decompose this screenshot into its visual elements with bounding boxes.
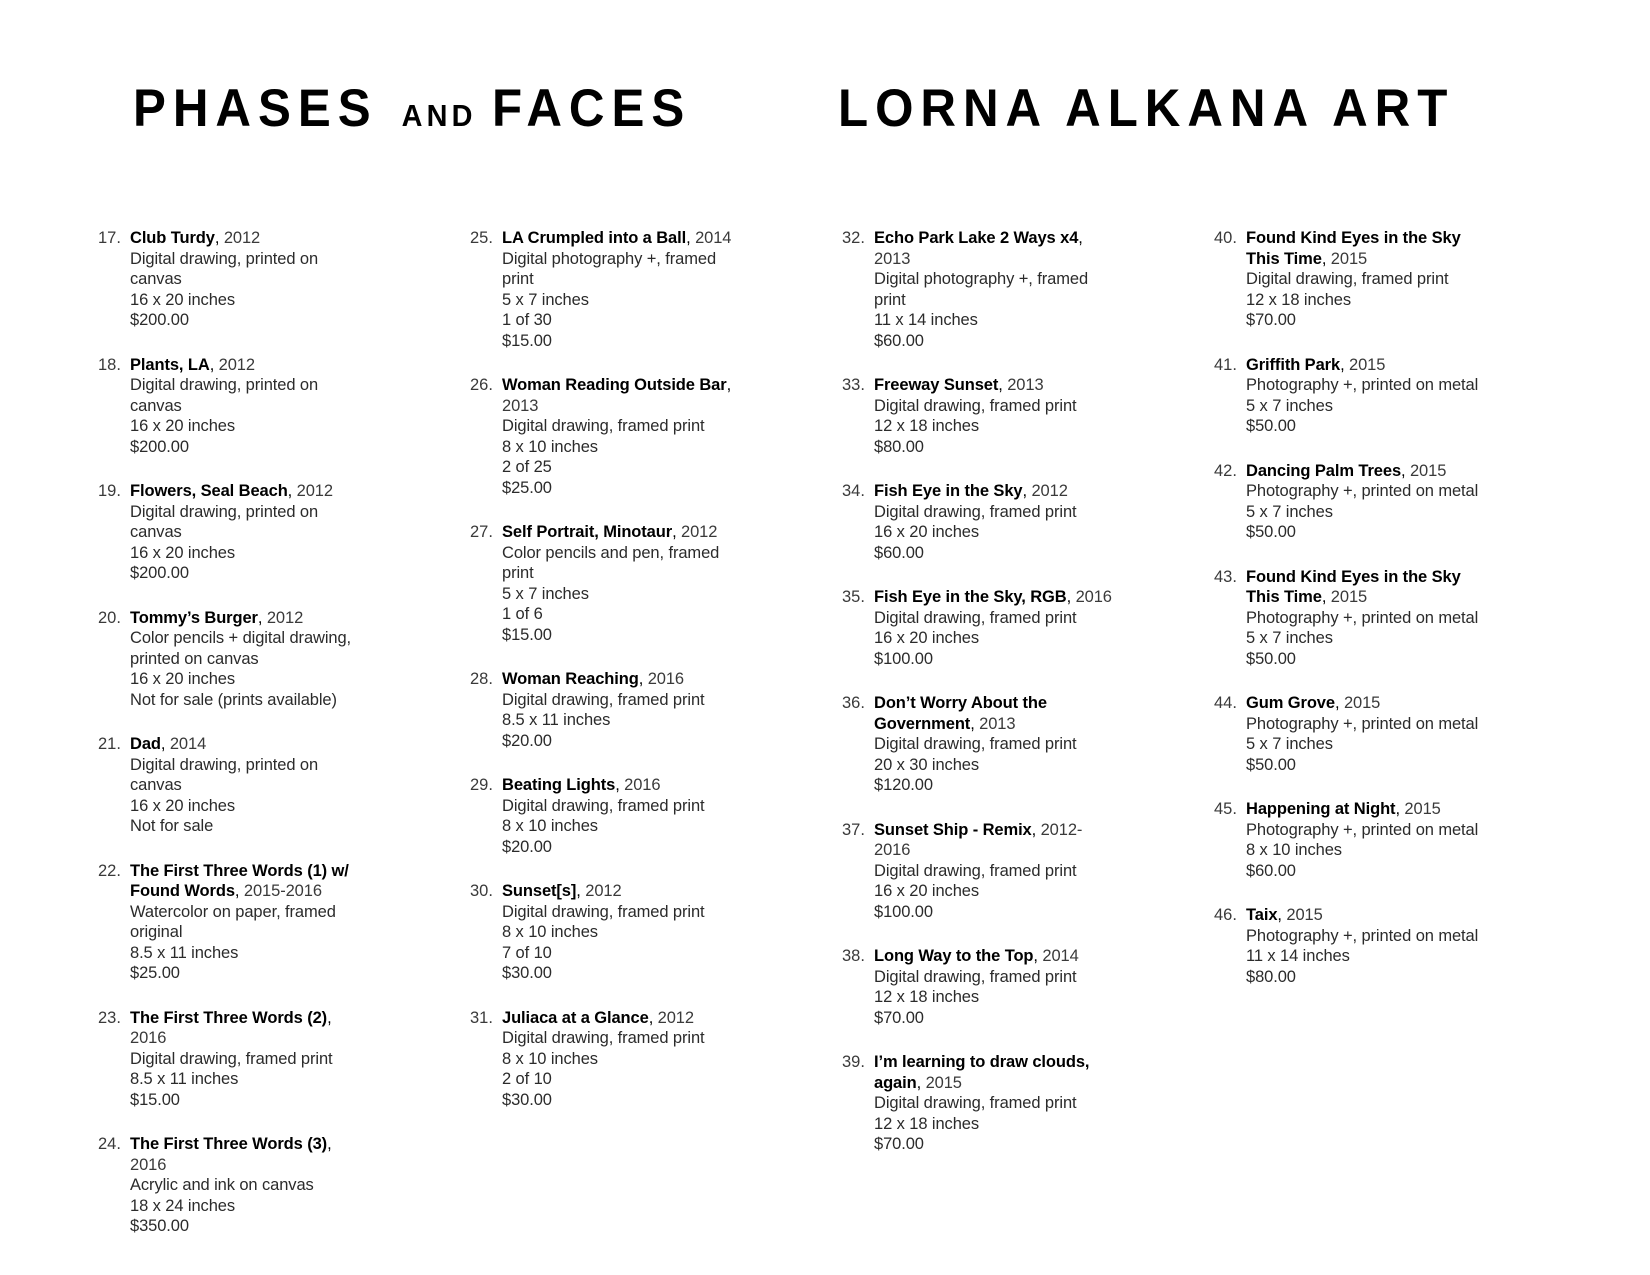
entry-body [502,522,744,645]
entry-detail-line: 12 x 18 inches [1246,290,1352,309]
entry-number: 42. [1214,461,1237,480]
entry-detail-line: $25.00 [502,478,552,497]
catalog-entry [470,881,744,984]
exhibition-title [133,78,706,147]
entry-title: Self Portrait, Minotaur [502,523,673,541]
entry-detail-line: Digital drawing, framed print [874,1094,1077,1112]
entry-number: 38. [842,947,865,965]
entry-number: 39. [842,1053,865,1071]
entry-number: 40. [1214,229,1237,247]
entry-number: 23. [98,1008,121,1027]
entry-detail-line: Digital drawing, framed print [874,967,1077,986]
entry-title: Woman Reading Outside Bar [502,376,727,394]
entry-detail-line: $20.00 [502,731,552,750]
entry-number: 22. [98,861,121,880]
entry-year: 2013 [979,714,1016,733]
entry-detail-line: 20 x 30 inches [874,755,980,774]
entry-detail-line: Photography +, printed on metal [1246,608,1479,627]
entry-title: Freeway Sunset [874,376,999,394]
entry-title-line: The First Three Words (1) w/ Found Words, 2015-2016 [130,861,349,900]
entry-title: Beating Lights [502,776,616,794]
entry-title-line: Long Way to the Top, 2014 [874,947,1079,965]
entry-detail-line: 8.5 x 11 inches [502,711,611,729]
entry-title: Sunset Ship - Remix [874,820,1032,839]
entry-detail-line: $200.00 [130,564,189,582]
entry-body [1246,905,1488,987]
entry-title: Flowers, Seal Beach [130,482,288,500]
entry-year: 2014 [169,735,207,753]
catalog-list [0,228,1650,1237]
entry-detail-line: $50.00 [1246,523,1296,541]
entry-detail-line: $70.00 [1246,311,1296,329]
entry-detail-line: 16 x 20 inches [130,796,236,815]
entry-year: 2012 [218,355,255,374]
entry-title-line: I’m learning to draw clouds, again, 2015 [874,1053,1090,1092]
entry-detail-line: Color pencils + digital drawing, printed on canvas [130,629,352,668]
entry-detail-line: Digital photography +, framed print [874,270,1089,309]
catalog-entry [98,861,372,984]
entry-title: The First Three Words (1) w/ Found Words [130,861,349,900]
entry-title: Found Kind Eyes in the Sky This Time [1246,567,1461,606]
entry-title-line: Club Turdy, 2012 [130,229,261,247]
entry-detail-line: $100.00 [874,902,933,921]
entry-detail-line: 8.5 x 11 inches [130,943,239,962]
entry-detail-line: $60.00 [874,331,924,350]
catalog-column-2 [372,228,744,1110]
entry-detail-line: 5 x 7 inches [1246,629,1333,647]
exhibition-title-word-1: AND [401,98,477,133]
entry-detail-line: 1 of 6 [502,605,543,623]
entry-title-line: Griffith Park, 2015 [1246,355,1386,374]
entry-detail-line: Digital drawing, framed print [874,861,1077,880]
entry-title-line: Dad, 2014 [130,735,207,753]
entry-title-line: LA Crumpled into a Ball, 2014 [502,229,732,247]
entry-title-line: Echo Park Lake 2 Ways x4, 2013 [874,229,1083,268]
entry-body [502,775,744,857]
catalog-entry [842,946,1116,1028]
catalog-entry [98,481,372,584]
entry-title: LA Crumpled into a Ball [502,229,687,247]
entry-detail-line: $350.00 [130,1217,189,1235]
entry-detail-line: Color pencils and pen, framed print [502,543,720,582]
entry-title-line: Don’t Worry About the Government, 2013 [874,694,1047,733]
catalog-entry [1214,228,1488,331]
entry-title: Found Kind Eyes in the Sky This Time [1246,229,1461,268]
entry-body [502,375,744,498]
entry-title-line: The First Three Words (3), 2016 [130,1135,332,1174]
entry-body [874,693,1116,796]
entry-number: 37. [842,820,865,839]
entry-detail-line: 1 of 30 [502,311,552,329]
entry-year: 2015-2016 [243,882,322,900]
entry-detail-line: 8 x 10 inches [1246,841,1342,859]
entry-title: Plants, LA [130,355,210,374]
entry-number: 28. [470,670,493,688]
catalog-entry [98,1134,372,1237]
catalog-entry [98,1008,372,1111]
entry-detail-line: 8 x 10 inches [502,437,598,456]
entry-body [874,228,1116,351]
entry-detail-line: Photography +, printed on metal [1246,714,1479,733]
entry-body [130,861,372,984]
entry-year: 2015 [1409,461,1447,480]
entry-detail-line: Digital drawing, framed print [502,690,705,709]
entry-detail-line: $15.00 [502,625,552,644]
catalog-entry [1214,693,1488,775]
entry-title-line: Tommy’s Burger, 2012 [130,608,304,627]
entry-title: Dancing Palm Trees [1246,461,1402,480]
entry-detail-line: 5 x 7 inches [1246,735,1333,753]
entry-detail-line: $120.00 [874,776,933,794]
entry-body [874,820,1116,923]
catalog-entry [842,228,1116,351]
entry-title-line: Juliaca at a Glance, 2012 [502,1008,694,1027]
entry-detail-line: Photography +, printed on metal [1246,376,1479,394]
entry-title-line: Woman Reaching, 2016 [502,670,685,688]
entry-title-line: Fish Eye in the Sky, 2012 [874,482,1068,500]
catalog-entry [842,587,1116,669]
entry-number: 27. [470,523,493,541]
entry-detail-line: 5 x 7 inches [1246,396,1333,415]
entry-detail-line: Digital drawing, framed print [874,396,1077,415]
catalog-entry [1214,905,1488,987]
entry-detail-line: $20.00 [502,837,552,856]
entry-title-line: The First Three Words (2), 2016 [130,1008,332,1047]
entry-title: Fish Eye in the Sky, RGB [874,588,1067,606]
catalog-entry [470,669,744,751]
catalog-entry [842,375,1116,457]
entry-body [130,355,372,458]
entry-detail-line: 2 of 25 [502,458,552,476]
catalog-entry [470,375,744,498]
entry-number: 30. [470,882,493,900]
catalog-entry [98,355,372,458]
entry-body [874,375,1116,457]
entry-number: 34. [842,482,865,500]
entry-body [502,881,744,984]
catalog-entry [842,693,1116,796]
catalog-column-4 [1116,228,1488,987]
entry-body [130,734,372,837]
entry-detail-line: $80.00 [874,437,924,456]
entry-detail-line: 16 x 20 inches [130,417,236,435]
entry-detail-line: $50.00 [1246,649,1296,668]
catalog-entry [470,228,744,351]
entry-detail-line: 12 x 18 inches [874,988,980,1006]
entry-year: 2012 [657,1008,694,1027]
entry-number: 31. [470,1008,493,1027]
entry-detail-line: Digital drawing, framed print [130,1049,333,1068]
entry-detail-line: Digital drawing, printed on canvas [130,502,319,541]
catalog-entry [842,820,1116,923]
entry-body [130,608,372,711]
entry-detail-line: Photography +, printed on metal [1246,820,1479,839]
entry-detail-line: $50.00 [1246,417,1296,435]
entry-number: 20. [98,608,121,627]
entry-title: Juliaca at a Glance [502,1008,649,1027]
entry-year: 2012-2016 [874,820,1083,859]
entry-title: Dad [130,735,161,753]
entry-body [1246,799,1488,881]
entry-detail-line: 7 of 10 [502,943,552,962]
entry-number: 32. [842,229,865,247]
entry-title: Fish Eye in the Sky [874,482,1023,500]
entry-number: 18. [98,355,121,374]
entry-detail-line: Digital drawing, framed print [502,902,705,921]
entry-detail-line: $80.00 [1246,967,1296,986]
entry-detail-line: 18 x 24 inches [130,1196,236,1215]
entry-body [130,1134,372,1237]
catalog-entry [470,522,744,645]
entry-title: Don’t Worry About the Government [874,694,1047,733]
entry-detail-line: $15.00 [130,1090,180,1109]
entry-title-line: Fish Eye in the Sky, RGB, 2016 [874,588,1112,606]
entry-detail-line: 12 x 18 inches [874,1114,980,1133]
entry-title: Club Turdy [130,229,215,247]
entry-body [130,228,372,331]
entry-detail-line: $30.00 [502,1090,552,1109]
entry-detail-line: 8.5 x 11 inches [130,1070,239,1088]
entry-title-line: Sunset Ship - Remix, 2012-2016 [874,820,1083,859]
entry-title: Happening at Night [1246,800,1396,818]
entry-detail-line: $200.00 [130,437,189,456]
entry-number: 45. [1214,800,1237,818]
entry-title-line: Flowers, Seal Beach, 2012 [130,482,333,500]
entry-title-line: Sunset[s], 2012 [502,882,622,900]
entry-title-line: Found Kind Eyes in the Sky This Time, 2015 [1246,567,1461,606]
entry-year: 2015 [925,1073,962,1092]
entry-detail-line: 8 x 10 inches [502,923,598,941]
entry-body [874,481,1116,563]
artist-title [838,78,1501,140]
catalog-entry [98,734,372,837]
entry-year: 2016 [130,1029,167,1047]
catalog-column-1 [0,228,372,1237]
catalog-entry [842,1052,1116,1155]
entry-body [874,946,1116,1028]
entry-detail-line: 5 x 7 inches [1246,502,1333,521]
exhibition-title-word-2: FACES [491,79,691,138]
entry-year: 2015 [1286,906,1323,924]
entry-title: Taix [1246,906,1278,924]
entry-number: 35. [842,588,865,606]
entry-detail-line: Digital drawing, framed print [874,735,1077,753]
entry-year: 2015 [1404,800,1441,818]
entry-number: 17. [98,229,121,247]
entry-title: I’m learning to draw clouds, again [874,1053,1090,1092]
entry-detail-line: 8 x 10 inches [502,817,598,835]
entry-title: Sunset[s] [502,882,577,900]
entry-title: The First Three Words (2) [130,1008,328,1027]
entry-detail-line: 5 x 7 inches [502,584,589,603]
entry-detail-line: $60.00 [874,543,924,562]
entry-title-line: Gum Grove, 2015 [1246,694,1381,712]
entry-detail-line: 5 x 7 inches [502,290,589,309]
masthead [0,78,1650,148]
entry-year: 2016 [624,776,661,794]
entry-title: Woman Reaching [502,670,639,688]
entry-year: 2015 [1330,588,1368,606]
entry-number: 29. [470,776,493,794]
artist-title-word-0: LORNA ALKANA ART [838,79,1455,138]
entry-detail-line: $200.00 [130,311,189,329]
entry-detail-line: Digital drawing, framed print [502,796,705,815]
entry-detail-line: 2 of 10 [502,1070,552,1088]
entry-title: Griffith Park [1246,355,1341,374]
entry-year: 2016 [1075,588,1112,606]
entry-detail-line: 16 x 20 inches [874,629,980,647]
entry-number: 25. [470,229,493,247]
entry-number: 36. [842,694,865,712]
entry-year: 2015 [1330,249,1368,268]
entry-detail-line: 11 x 14 inches [874,311,978,329]
entry-year: 2012 [1031,482,1068,500]
entry-year: 2013 [874,249,911,268]
entry-detail-line: Photography +, printed on metal [1246,482,1479,500]
entry-detail-line: $70.00 [874,1008,924,1027]
entry-number: 26. [470,376,493,394]
entry-detail-line: 16 x 20 inches [130,290,236,309]
entry-detail-line: Acrylic and ink on canvas [130,1176,314,1194]
catalog-entry [1214,799,1488,881]
entry-detail-line: 12 x 18 inches [874,417,980,435]
entry-title: Tommy’s Burger [130,608,258,627]
entry-detail-line: $15.00 [502,331,552,350]
entry-title-line: Beating Lights, 2016 [502,776,661,794]
catalog-column-3 [744,228,1116,1155]
entry-body [502,228,744,351]
entry-year: 2015 [1349,355,1386,374]
entry-year: 2013 [502,396,539,415]
entry-detail-line: 16 x 20 inches [130,670,236,688]
entry-year: 2013 [1007,376,1044,394]
entry-body [130,481,372,584]
entry-detail-line: 16 x 20 inches [874,523,980,541]
entry-detail-line: $50.00 [1246,755,1296,774]
entry-year: 2016 [647,670,685,688]
entry-title-line: Happening at Night, 2015 [1246,800,1441,818]
entry-year: 2016 [130,1155,167,1174]
entry-title: Long Way to the Top [874,947,1034,965]
entry-year: 2012 [223,229,261,247]
entry-detail-line: Digital drawing, framed print [502,1029,705,1047]
entry-detail-line: Digital drawing, printed on canvas [130,755,319,794]
entry-detail-line: $25.00 [130,964,180,982]
entry-title-line: Found Kind Eyes in the Sky This Time, 2015 [1246,229,1461,268]
entry-year: 2012 [266,608,304,627]
entry-number: 19. [98,482,121,500]
entry-year: 2012 [296,482,333,500]
entry-detail-line: Digital drawing, printed on canvas [130,376,319,415]
entry-detail-line: Digital drawing, framed print [874,502,1077,521]
catalog-entry [1214,461,1488,543]
entry-title-line: Dancing Palm Trees, 2015 [1246,461,1447,480]
entry-detail-line: Photography +, printed on metal [1246,926,1479,945]
entry-detail-line: Digital drawing, framed print [874,608,1077,627]
entry-detail-line: Digital drawing, printed on canvas [130,249,319,288]
catalog-entry [98,608,372,711]
entry-detail-line: Not for sale [130,817,214,835]
entry-detail-line: Digital drawing, framed print [1246,270,1449,288]
catalog-entry [842,481,1116,563]
entry-title-line: Freeway Sunset, 2013 [874,376,1044,394]
entry-title-line: Self Portrait, Minotaur, 2012 [502,523,718,541]
entry-number: 33. [842,376,865,394]
entry-body [1246,567,1488,670]
entry-number: 44. [1214,694,1237,712]
entry-body [1246,228,1488,331]
entry-detail-line: 11 x 14 inches [1246,947,1350,965]
entry-number: 21. [98,735,121,753]
entry-detail-line: Digital photography +, framed print [502,249,717,288]
entry-number: 46. [1214,906,1237,924]
entry-body [502,1008,744,1111]
entry-detail-line: $100.00 [874,649,933,668]
entry-year: 2015 [1343,694,1381,712]
entry-body [130,1008,372,1111]
catalog-entry [1214,355,1488,437]
entry-title: The First Three Words (3) [130,1135,328,1153]
catalog-entry [1214,567,1488,670]
entry-number: 43. [1214,567,1237,586]
exhibition-title-word-0: PHASES [133,79,378,138]
entry-detail-line: 16 x 20 inches [130,543,236,562]
entry-year: 2014 [695,229,732,247]
catalog-entry [470,775,744,857]
entry-body [1246,693,1488,775]
entry-number: 24. [98,1135,121,1153]
entry-title-line: Plants, LA, 2012 [130,355,255,374]
catalog-entry [470,1008,744,1111]
entry-year: 2012 [585,882,622,900]
entry-body [874,587,1116,669]
entry-year: 2012 [681,523,718,541]
entry-detail-line: Not for sale (prints available) [130,690,337,709]
entry-year: 2014 [1042,947,1079,965]
catalog-entry [98,228,372,331]
entry-detail-line: $60.00 [1246,861,1296,880]
entry-title-line: Taix, 2015 [1246,906,1323,924]
entry-detail-line: 16 x 20 inches [874,882,980,900]
entry-body [1246,461,1488,543]
entry-body [874,1052,1116,1155]
entry-title: Echo Park Lake 2 Ways x4 [874,229,1079,247]
entry-detail-line: Watercolor on paper, framed original [130,902,336,941]
entry-body [502,669,744,751]
entry-detail-line: 8 x 10 inches [502,1049,598,1068]
entry-body [1246,355,1488,437]
entry-title: Gum Grove [1246,694,1335,712]
entry-detail-line: Digital drawing, framed print [502,417,705,435]
entry-detail-line: $70.00 [874,1135,924,1153]
entry-number: 41. [1214,355,1237,374]
entry-title-line: Woman Reading Outside Bar, 2013 [502,376,732,415]
entry-detail-line: $30.00 [502,964,552,982]
